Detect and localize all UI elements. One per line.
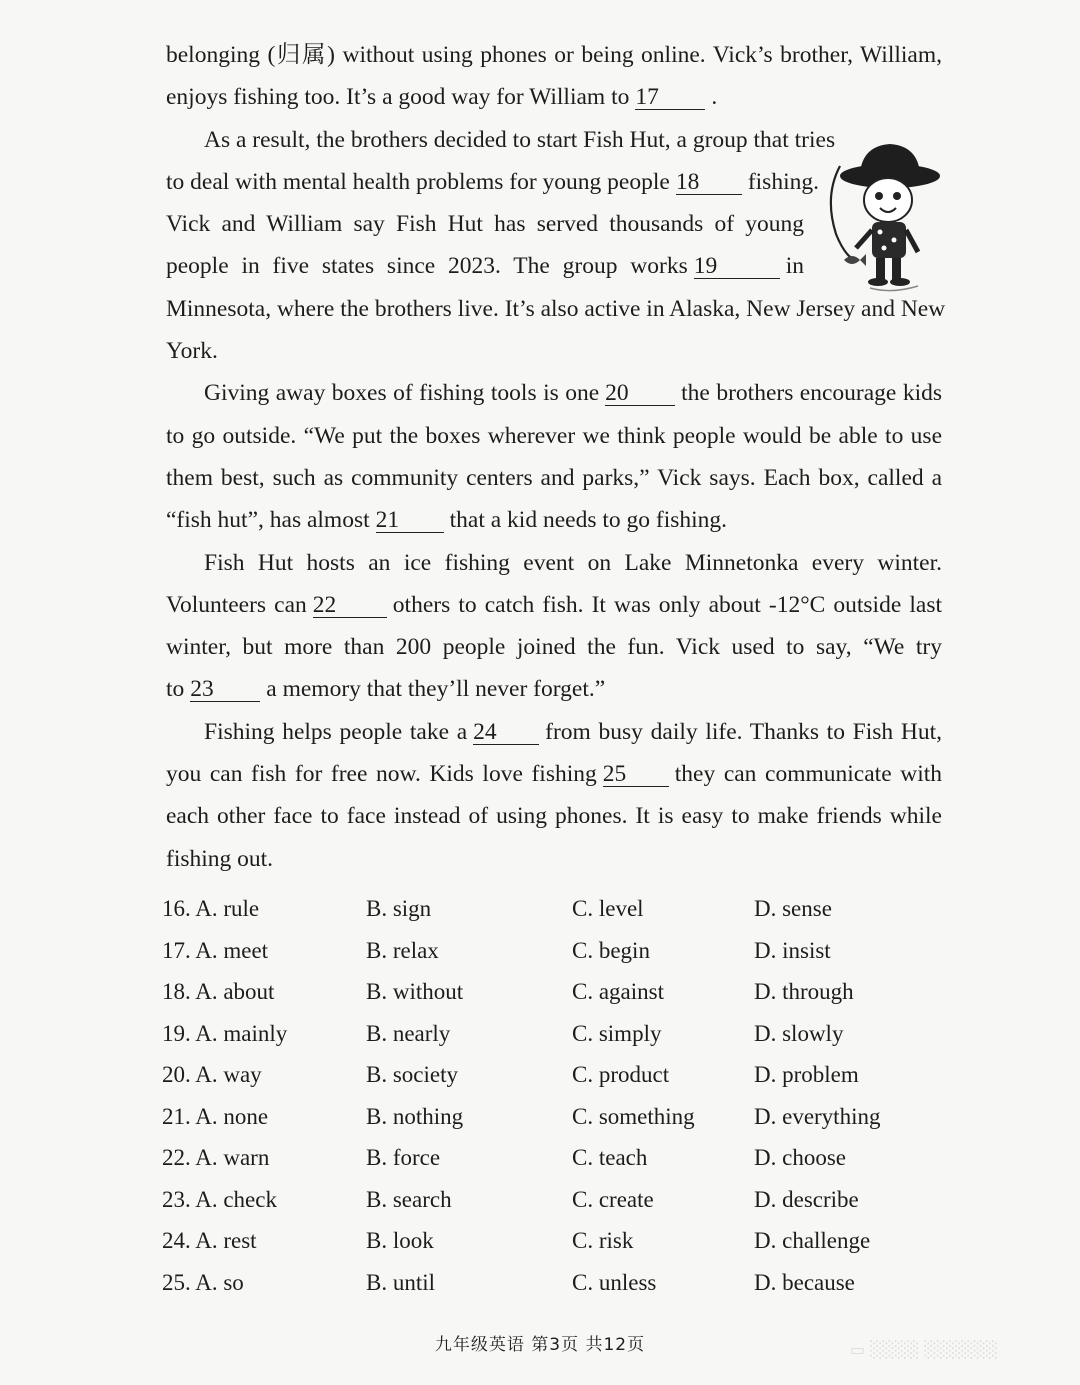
- page-footer: 九年级英语 第3页 共12页: [434, 1335, 646, 1355]
- option-d: D. slowly: [754, 1020, 844, 1046]
- passage-line: Giving away boxes of fishing tools is one 20 the brothers encourage kids: [204, 380, 943, 407]
- option-b: B. force: [366, 1145, 441, 1170]
- option-a: 17. A. meet: [162, 937, 269, 963]
- blank-22: 22: [313, 593, 387, 618]
- option-b: B. without: [366, 979, 464, 1004]
- option-b: B. search: [366, 1186, 452, 1212]
- option-a: 23. A. check: [162, 1186, 277, 1212]
- option-b: B. sign: [366, 896, 432, 921]
- option-c: C. level: [572, 896, 644, 921]
- option-c: C. against: [572, 979, 664, 1004]
- fisher-boy-illustration: [822, 136, 944, 296]
- passage-line: York.: [166, 338, 218, 365]
- passage-line: “fish hut”, has almost 21 that a kid needs to go fishing.: [166, 507, 728, 534]
- blank-25: 25: [603, 762, 669, 787]
- passage-line: Fish Hut hosts an ice fishing event on Lake Minnetonka every winter.: [204, 549, 942, 576]
- passage-line: As a result, the brothers decided to start Fish Hut, a group that tries: [204, 126, 836, 153]
- option-c: C. risk: [572, 1228, 634, 1253]
- passage-line: Minnesota, where the brothers live. It’s also active in Alaska, New Jersey and New: [166, 295, 946, 322]
- answer-options: [162, 888, 962, 1303]
- option-row: [162, 1179, 962, 1221]
- option-d: D. through: [754, 979, 854, 1004]
- option-d: D. insist: [754, 937, 831, 963]
- option-a: 16. A. rule: [162, 896, 260, 921]
- option-a: 18. A. about: [162, 979, 275, 1004]
- option-d: D. because: [754, 1269, 855, 1295]
- option-b: B. nearly: [366, 1020, 451, 1046]
- option-row: [162, 1096, 962, 1138]
- option-c: C. something: [572, 1103, 695, 1129]
- passage-line: Volunteers can 22 others to catch fish. It was only about -12°C outside last: [166, 591, 942, 618]
- option-row: [162, 888, 962, 930]
- passage-line: fishing out.: [166, 845, 274, 872]
- option-a: 22. A. warn: [162, 1145, 270, 1170]
- option-b: B. relax: [366, 937, 439, 963]
- option-d: D. everything: [754, 1103, 881, 1129]
- option-d: D. choose: [754, 1145, 846, 1170]
- option-d: D. challenge: [754, 1228, 871, 1253]
- option-a: 25. A. so: [162, 1269, 244, 1295]
- option-row: [162, 1013, 962, 1055]
- option-b: B. look: [366, 1228, 434, 1253]
- option-row: [162, 1220, 962, 1262]
- option-c: C. simply: [572, 1020, 662, 1046]
- passage-line: people in five states since 2023. The group works 19 in: [166, 253, 804, 280]
- option-row: [162, 1262, 962, 1304]
- option-a: 20. A. way: [162, 1062, 262, 1087]
- passage-line: belonging (归属) without using phones or being online. Vick’s brother, William,: [166, 42, 942, 68]
- option-b: B. until: [366, 1269, 436, 1295]
- option-d: D. describe: [754, 1186, 859, 1212]
- option-d: D. sense: [754, 896, 832, 921]
- passage-line: you can fish for free now. Kids love fishing 25 they can communicate with: [166, 761, 942, 788]
- option-b: B. nothing: [366, 1103, 464, 1129]
- blank-23: 23: [190, 677, 260, 702]
- passage-line: enjoys fishing too. It’s a good way for William to 17 .: [166, 84, 718, 111]
- option-c: C. product: [572, 1062, 670, 1087]
- passage-line: to deal with mental health problems for young people 18 fishing.: [166, 168, 819, 195]
- blank-20: 20: [605, 381, 675, 406]
- option-d: D. problem: [754, 1062, 859, 1087]
- watermark: ▭ ░░░░ ░░░░░░: [850, 1340, 999, 1359]
- blank-19: 19: [694, 254, 780, 279]
- passage-line: Fishing helps people take a 24 from busy daily life. Thanks to Fish Hut,: [204, 718, 942, 745]
- blank-21: 21: [376, 508, 444, 533]
- blank-24: 24: [473, 720, 539, 745]
- passage-line: Vick and William say Fish Hut has served thousands of young: [166, 211, 804, 238]
- option-row: [162, 1137, 962, 1179]
- option-row: [162, 930, 962, 972]
- option-a: 19. A. mainly: [162, 1020, 288, 1046]
- passage-line: winter, but more than 200 people joined the fun. Vick used to say, “We try: [166, 634, 942, 661]
- blank-17: 17: [635, 85, 705, 110]
- passage-line: to go outside. “We put the boxes wherever we think people would be able to use: [166, 422, 942, 449]
- blank-18: 18: [676, 170, 742, 195]
- option-b: B. society: [366, 1062, 458, 1087]
- passage-line: them best, such as community centers and parks,” Vick says. Each box, called a: [166, 464, 942, 491]
- option-c: C. teach: [572, 1145, 648, 1170]
- option-row: [162, 971, 962, 1013]
- option-a: 21. A. none: [162, 1103, 269, 1129]
- passage-line: to 23 a memory that they’ll never forget.”: [166, 676, 606, 703]
- option-a: 24. A. rest: [162, 1228, 257, 1253]
- option-c: C. begin: [572, 937, 650, 963]
- option-c: C. create: [572, 1186, 654, 1212]
- passage-line: each other face to face instead of using phones. It is easy to make friends while: [166, 803, 942, 830]
- option-row: [162, 1054, 962, 1096]
- option-c: C. unless: [572, 1269, 657, 1295]
